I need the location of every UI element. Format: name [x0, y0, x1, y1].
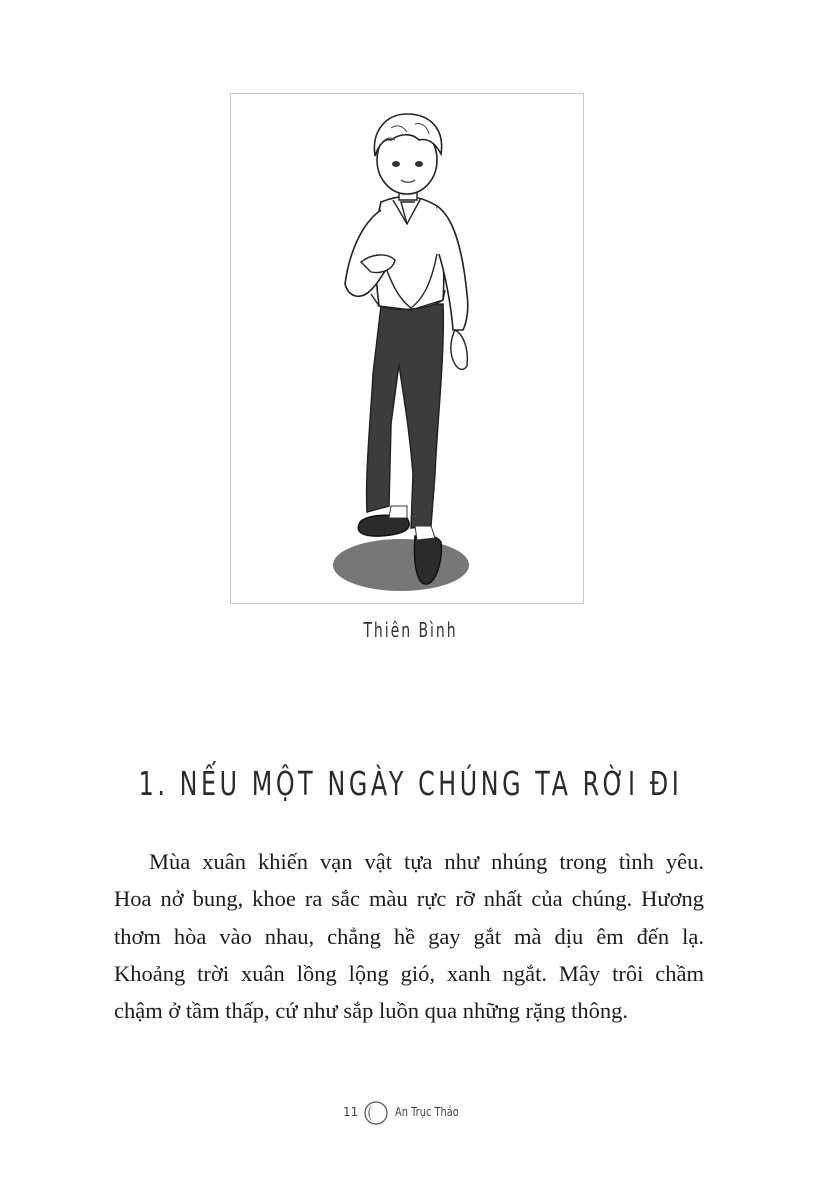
right-hand [451, 330, 468, 369]
paragraph-line: chậm ở tầm thấp, cứ như sắp luồn qua những rặng thông. [114, 998, 629, 1024]
paragraph-line: Hoa nở bung, khoe ra sắc màu rực rỡ nhất của chúng. Hương [114, 886, 704, 912]
character-illustration [230, 93, 584, 604]
trousers [367, 304, 444, 528]
moon-icon [363, 1100, 389, 1126]
ground-shadow [333, 539, 469, 591]
body-paragraph [114, 843, 704, 1029]
paragraph-line: Khoảng trời xuân lồng lộng gió, xanh ngắt. Mây trôi chầm [114, 960, 704, 986]
character-drawing [231, 94, 585, 605]
page-number: 11 [343, 1105, 359, 1119]
illustration-caption: Thiên Bình [363, 618, 458, 642]
chapter-title: 1. NẾU MỘT NGÀY CHÚNG TA RỜI ĐI [138, 764, 683, 804]
paragraph-line: Mùa xuân khiến vạn vật tựa như nhúng trong tình yêu. [149, 849, 704, 874]
paragraph-line: thơm hòa vào nhau, chẳng hề gay gắt mà dịu êm đến lạ. [114, 923, 704, 949]
author-name: An Trục Thảo [395, 1105, 459, 1119]
page-footer [0, 1100, 821, 1130]
